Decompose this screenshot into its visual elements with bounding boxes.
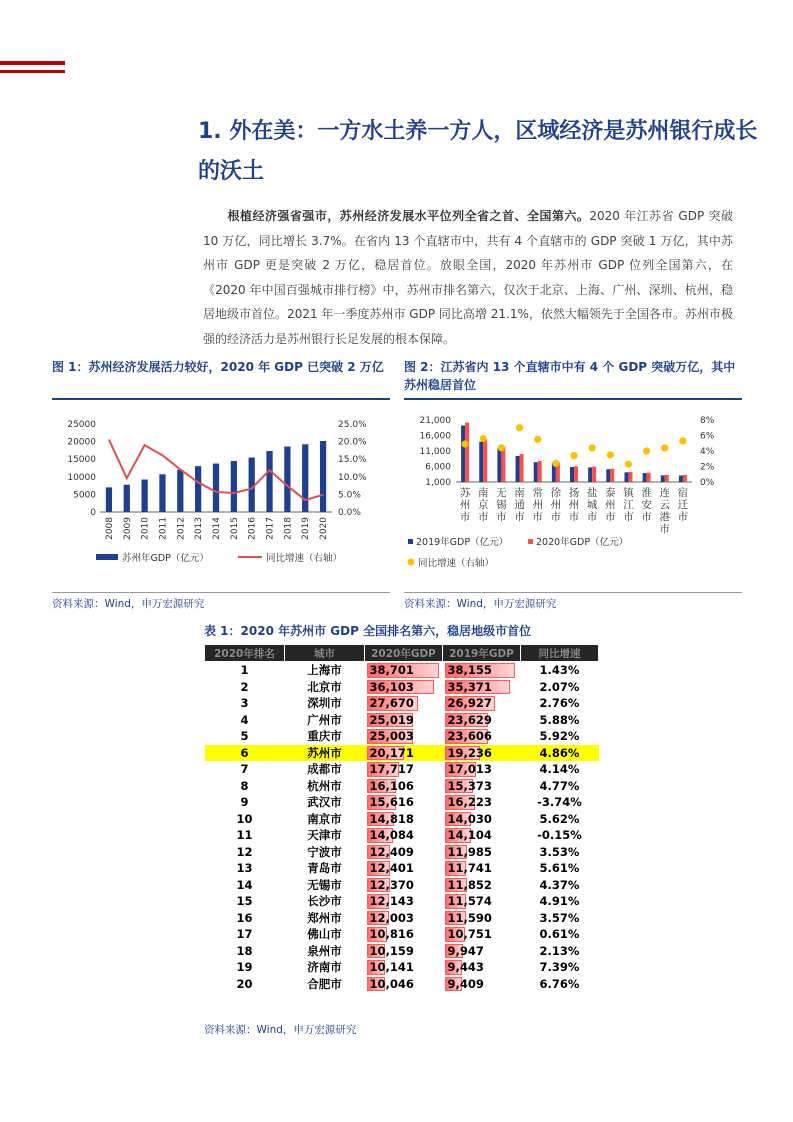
legend-label-gdp: 苏州年GDP（亿元） <box>122 553 209 564</box>
gdp-2019-cell <box>443 860 521 877</box>
gdp-bar <box>302 444 308 512</box>
table-row <box>205 778 599 795</box>
y-right-tick-label: 0% <box>700 478 715 488</box>
gdp-2020-cell-value: 12,409 <box>369 844 414 859</box>
table-row <box>205 926 599 943</box>
gdp-bar <box>195 466 201 512</box>
growth-dot <box>552 460 559 467</box>
gdp-2019-cell-value: 9,443 <box>447 960 484 975</box>
city-cell: 合肥市 <box>307 976 342 991</box>
gdp-2019-cell-value: 17,013 <box>447 762 492 777</box>
x-tick-label: 2020 <box>319 517 330 540</box>
table-row <box>205 761 599 778</box>
figure2-source-rule <box>404 592 742 593</box>
x-tick-label: 连云港市 <box>659 487 671 535</box>
growth-dot <box>607 451 614 458</box>
rank-cell: 3 <box>240 696 249 711</box>
gdp-2020-cell-value: 14,084 <box>369 828 414 843</box>
gdp-bar <box>231 461 237 512</box>
table-row <box>205 860 599 877</box>
header-rank: 2020年排名 <box>205 645 285 662</box>
growth-cell: 5.61% <box>539 861 580 876</box>
gdp-2020-bar <box>628 472 632 482</box>
y-left-tick-label: 11,000 <box>419 447 451 457</box>
y-left-tick-label: 10000 <box>67 472 96 483</box>
gdp-2020-cell-value: 25,019 <box>369 712 414 727</box>
header-growth: 同比增速 <box>521 645 599 662</box>
gdp-bar <box>124 485 130 512</box>
gdp-2019-cell <box>443 959 521 976</box>
city-cell: 无锡市 <box>307 877 342 892</box>
growth-dot <box>625 461 632 468</box>
gdp-bar <box>159 474 165 512</box>
gdp-2020-cell-value: 36,103 <box>369 679 414 694</box>
x-tick-label: 无锡市 <box>496 487 507 523</box>
gdp-2019-bar <box>643 473 647 482</box>
city-cell: 杭州市 <box>307 778 342 793</box>
gdp-2020-cell <box>365 745 443 762</box>
gdp-2019-bar <box>497 448 501 482</box>
x-tick-label: 2017 <box>265 517 276 540</box>
rank-cell: 19 <box>236 960 253 975</box>
gdp-2020-cell-value: 12,143 <box>369 894 414 909</box>
growth-cell: -3.74% <box>537 795 582 810</box>
y-right-tick-label: 4% <box>700 447 715 457</box>
rank-cell: 12 <box>236 844 253 859</box>
gdp-2019-cell-value: 23,606 <box>447 729 492 744</box>
growth-cell: 2.13% <box>539 943 580 958</box>
gdp-2020-bar <box>520 454 524 482</box>
rank-cell: 8 <box>240 778 249 793</box>
gdp-2020-cell-value: 10,046 <box>369 976 414 991</box>
gdp-2020-cell-value: 27,670 <box>369 696 414 711</box>
growth-cell: 4.86% <box>521 745 599 762</box>
gdp-2020-cell <box>365 943 443 960</box>
gdp-2019-bar <box>661 475 665 482</box>
x-tick-label: 南通市 <box>514 487 525 523</box>
gdp-2020-cell <box>365 877 443 894</box>
rank-cell: 7 <box>240 762 249 777</box>
y-right-tick-label: 6% <box>700 431 715 442</box>
legend-swatch-gdp <box>96 554 118 560</box>
legend-label-2019: 2019年GDP（亿元） <box>416 537 509 548</box>
growth-cell: 4.77% <box>539 778 580 793</box>
city-cell: 武汉市 <box>307 795 342 810</box>
gdp-2019-cell-value: 9,947 <box>447 943 484 958</box>
figure2-source: 资料来源：Wind，申万宏源研究 <box>404 598 557 610</box>
growth-cell: 4.37% <box>539 877 580 892</box>
y-right-tick-label: 10.0% <box>338 472 367 483</box>
gdp-2020-cell <box>365 893 443 910</box>
gdp-2020-cell-value: 10,141 <box>369 960 414 975</box>
growth-cell: 7.39% <box>539 960 580 975</box>
table-row <box>205 910 599 927</box>
city-cell: 佛山市 <box>307 927 342 942</box>
gdp-2020-cell <box>365 827 443 844</box>
rank-cell: 11 <box>236 828 253 843</box>
gdp-2019-cell-value: 11,852 <box>447 877 492 892</box>
y-right-tick-label: 2% <box>700 462 715 473</box>
gdp-2020-cell <box>365 844 443 861</box>
gdp-2020-cell-value: 10,159 <box>369 943 414 958</box>
rank-cell: 9 <box>240 795 249 810</box>
table-row <box>205 662 599 679</box>
x-tick-label: 2016 <box>247 517 258 540</box>
gdp-2019-bar <box>516 456 520 482</box>
gdp-2019-cell-value: 14,030 <box>447 811 492 826</box>
city-cell: 南京市 <box>307 811 342 826</box>
table-row <box>205 679 599 696</box>
gdp-bar <box>266 451 272 512</box>
gdp-2019-cell <box>443 695 521 712</box>
rank-cell: 4 <box>240 712 249 727</box>
city-cell: 苏州市 <box>285 745 365 762</box>
legend-label-2020: 2020年GDP（亿元） <box>536 537 629 548</box>
gdp-2019-cell <box>443 893 521 910</box>
growth-cell: 5.62% <box>539 811 580 826</box>
gdp-2020-cell-value: 17,717 <box>369 762 414 777</box>
growth-dot <box>516 424 523 431</box>
growth-cell: 4.14% <box>539 762 580 777</box>
gdp-2019-cell <box>443 712 521 729</box>
y-right-tick-label: 15.0% <box>338 455 367 466</box>
gdp-2020-cell <box>365 910 443 927</box>
y-right-tick-label: 8% <box>700 416 715 426</box>
gdp-2019-cell-value: 35,371 <box>447 679 492 694</box>
city-cell: 郑州市 <box>307 910 342 925</box>
y-right-tick-label: 20.0% <box>338 437 367 448</box>
legend-label-growth: 同比增速（右轴） <box>266 553 343 564</box>
table-header-row <box>205 645 599 662</box>
x-tick-label: 2011 <box>158 517 169 540</box>
rank-cell: 10 <box>236 811 253 826</box>
growth-cell: 1.43% <box>539 663 580 678</box>
paragraph-body: 2020 年江苏省 GDP 突破 10 万亿，同比增长 3.7%。在省内 13 个直辖市中，共有 4 个直辖市的 GDP 突破 1 万亿，其中苏州市 GDP 更是突破 2 万亿，稳居首位。放眼全国，2020 年苏州市 GDP 位列全国第六，在《2020 年中国百强城市排行榜》中，苏州市排名第六，仅次于北京、上海、广州、深圳、杭州，稳居地级市首位。2021 年一季度苏州市 GDP 同比高增 21.1%，依然大幅领先于全国各市。苏州市极强的经济活力是苏州银行长足发展的根本保障。 <box>203 209 733 346</box>
growth-dot <box>570 452 577 459</box>
gdp-2019-cell-value: 14,104 <box>447 828 492 843</box>
city-cell: 重庆市 <box>307 729 342 744</box>
y-left-tick-label: 25000 <box>67 420 96 430</box>
gdp-2020-bar <box>538 461 542 482</box>
header-accent-bar-top <box>0 61 65 65</box>
table-row <box>205 712 599 729</box>
gdp-2019-bar <box>461 425 465 482</box>
gdp-2019-cell-value: 38,155 <box>447 663 492 678</box>
gdp-2020-bar <box>665 475 669 482</box>
y-left-tick-label: 16,000 <box>419 431 451 442</box>
legend-swatch-2019 <box>408 539 413 544</box>
table-row <box>205 844 599 861</box>
x-tick-label: 2010 <box>140 517 151 540</box>
x-tick-label: 镇江市 <box>623 487 634 523</box>
growth-cell: 4.91% <box>539 894 580 909</box>
gdp-2019-cell <box>443 728 521 745</box>
growth-dot <box>480 435 487 442</box>
gdp-2019-bar <box>624 472 628 482</box>
x-tick-label: 南京市 <box>477 487 489 523</box>
gdp-2020-bar <box>483 439 487 482</box>
rank-cell: 6 <box>205 745 285 762</box>
table-row <box>205 728 599 745</box>
gdp-2019-cell <box>443 926 521 943</box>
gdp-2020-cell-value: 12,003 <box>369 910 414 925</box>
gdp-2020-cell-value: 38,701 <box>369 663 414 678</box>
paragraph-lead: 根植经济强省强市，苏州经济发展水平位列全省之首、全国第六。 <box>227 209 590 223</box>
x-tick-label: 苏州市 <box>459 487 471 523</box>
gdp-2019-cell <box>443 745 521 762</box>
gdp-2019-cell-value: 16,223 <box>447 795 492 810</box>
header-gdp-2020: 2020年GDP <box>365 645 443 662</box>
y-left-tick-label: 21,000 <box>419 416 451 426</box>
gdp-2019-cell-value: 11,590 <box>447 910 492 925</box>
gdp-2020-cell-value: 15,616 <box>369 795 414 810</box>
figure2-title: 图 2：江苏省内 13 个直辖市中有 4 个 GDP 突破万亿，其中苏州稳居首位 <box>404 360 736 392</box>
table-row <box>205 794 599 811</box>
gdp-2020-cell <box>365 695 443 712</box>
gdp-2020-bar <box>647 473 651 482</box>
figure1-title-rule <box>52 398 390 400</box>
table-row <box>205 745 599 762</box>
gdp-2019-bar <box>479 442 483 482</box>
table1-title: 表 1：2020 年苏州市 GDP 全国排名第六，稳居地级市首位 <box>204 624 532 638</box>
gdp-2019-cell <box>443 761 521 778</box>
x-tick-label: 宿迁市 <box>677 487 689 523</box>
rank-cell: 14 <box>236 877 253 892</box>
city-cell: 济南市 <box>307 960 342 975</box>
city-cell: 天津市 <box>307 828 342 843</box>
city-cell: 青岛市 <box>307 861 342 876</box>
y-left-tick-label: 15000 <box>67 455 96 466</box>
gdp-2019-cell <box>443 844 521 861</box>
figure2-title-rule <box>404 398 742 400</box>
y-left-tick-label: 20000 <box>67 437 96 448</box>
gdp-2019-bar <box>588 467 592 482</box>
gdp-2019-cell-value: 23,629 <box>447 712 492 727</box>
gdp-2019-cell-value: 19,236 <box>447 745 492 760</box>
gdp-2019-cell-value: 11,574 <box>447 894 492 909</box>
growth-dot <box>534 436 541 443</box>
gdp-2020-cell-value: 10,816 <box>369 927 414 942</box>
y-left-tick-label: 0 <box>90 508 96 518</box>
body-paragraph <box>203 204 733 351</box>
y-right-tick-label: 0.0% <box>338 508 361 518</box>
x-tick-label: 2008 <box>104 517 115 540</box>
y-right-tick-label: 5.0% <box>338 490 361 501</box>
gdp-2020-cell <box>365 712 443 729</box>
gdp-2019-cell <box>443 877 521 894</box>
gdp-2019-cell <box>443 778 521 795</box>
table-body <box>205 662 599 993</box>
gdp-2020-cell <box>365 959 443 976</box>
gdp-2019-cell-value: 9,409 <box>447 976 484 991</box>
rank-cell: 5 <box>240 729 249 744</box>
legend-swatch-growth <box>408 559 415 566</box>
rank-cell: 15 <box>236 894 253 909</box>
growth-cell: 6.76% <box>539 976 580 991</box>
gdp-2019-bar <box>679 475 683 482</box>
rank-cell: 17 <box>236 927 253 942</box>
gdp-2019-cell-value: 15,373 <box>447 778 492 793</box>
gdp-2020-cell <box>365 679 443 696</box>
gdp-2019-cell <box>443 794 521 811</box>
growth-dot <box>679 437 686 444</box>
x-tick-label: 淮安市 <box>641 487 652 523</box>
city-gdp-chart <box>404 402 744 582</box>
gdp-2019-cell <box>443 811 521 828</box>
y-left-tick-label: 5000 <box>73 490 96 501</box>
city-cell: 上海市 <box>307 663 342 678</box>
gdp-2020-cell <box>365 662 443 679</box>
rank-cell: 1 <box>240 663 249 678</box>
gdp-bar <box>213 464 219 512</box>
header-city: 城市 <box>285 645 365 662</box>
table-row <box>205 959 599 976</box>
gdp-2019-cell-value: 11,741 <box>447 861 492 876</box>
gdp-2019-cell <box>443 910 521 927</box>
table-row <box>205 811 599 828</box>
x-tick-label: 2014 <box>212 517 222 540</box>
growth-cell: 5.92% <box>539 729 580 744</box>
gdp-2020-cell-value: 12,370 <box>369 877 414 892</box>
x-tick-label: 泰州市 <box>605 487 616 523</box>
gdp-2020-cell <box>365 976 443 993</box>
gdp-2019-cell <box>443 679 521 696</box>
city-cell: 泉州市 <box>307 943 342 958</box>
x-tick-label: 扬州市 <box>568 487 580 523</box>
gdp-2020-cell <box>365 926 443 943</box>
gdp-2020-cell-value: 25,003 <box>369 729 414 744</box>
table1-source: 资料来源：Wind，申万宏源研究 <box>204 1024 357 1036</box>
legend-swatch-2020 <box>528 539 533 544</box>
growth-cell: 3.57% <box>539 910 580 925</box>
table-row <box>205 943 599 960</box>
gdp-2019-bar <box>570 467 574 482</box>
gdp-2020-bar <box>592 467 596 482</box>
table-row <box>205 827 599 844</box>
gdp-2020-cell-value: 20,171 <box>369 745 414 760</box>
rank-cell: 13 <box>236 861 253 876</box>
x-tick-label: 2018 <box>283 517 294 540</box>
growth-cell: 0.61% <box>539 927 580 942</box>
gdp-2020-cell-value: 16,106 <box>369 778 414 793</box>
gdp-2019-bar <box>534 462 538 482</box>
legend-label-growth: 同比增速（右轴） <box>418 558 495 569</box>
y-left-tick-label: 1,000 <box>425 478 451 488</box>
gdp-2019-cell <box>443 662 521 679</box>
city-cell: 北京市 <box>307 679 342 694</box>
growth-dot <box>498 444 505 451</box>
city-cell: 成都市 <box>307 762 342 777</box>
rank-cell: 18 <box>236 943 253 958</box>
growth-cell: -0.15% <box>537 828 582 843</box>
gdp-2020-cell <box>365 761 443 778</box>
table-row <box>205 893 599 910</box>
gdp-2019-cell <box>443 976 521 993</box>
growth-cell: 5.88% <box>539 712 580 727</box>
gdp-2019-cell <box>443 943 521 960</box>
header-gdp-2019: 2019年GDP <box>443 645 521 662</box>
growth-cell: 3.53% <box>539 844 580 859</box>
x-tick-label: 盐城市 <box>586 487 598 523</box>
figure1-title: 图 1：苏州经济发展活力较好，2020 年 GDP 已突破 2 万亿 <box>52 360 384 374</box>
growth-cell: 2.76% <box>539 696 580 711</box>
gdp-2020-bar <box>683 475 687 482</box>
gdp-2020-cell <box>365 860 443 877</box>
x-tick-label: 徐州市 <box>550 487 562 523</box>
gdp-bar <box>177 470 183 512</box>
gdp-2019-cell-value: 11,985 <box>447 844 492 859</box>
gdp-2020-bar <box>465 423 469 482</box>
gdp-growth-chart <box>52 402 392 582</box>
gdp-bar <box>141 480 147 512</box>
x-tick-label: 2019 <box>301 517 312 540</box>
section-title: 1. 外在美：一方水土养一方人，区域经济是苏州银行成长的沃土 <box>198 119 758 184</box>
x-tick-label: 2012 <box>176 517 187 540</box>
x-tick-label: 2013 <box>194 517 205 540</box>
growth-cell: 2.07% <box>539 679 580 694</box>
rank-cell: 20 <box>236 976 253 991</box>
gdp-2020-bar <box>501 447 505 482</box>
gdp-2019-cell-value: 10,751 <box>447 927 492 942</box>
gdp-bar <box>320 441 326 512</box>
y-right-tick-label: 25.0% <box>338 420 367 430</box>
growth-dot <box>461 440 468 447</box>
gdp-2020-bar <box>610 469 614 482</box>
city-cell: 深圳市 <box>307 696 342 711</box>
city-cell: 广州市 <box>307 712 342 727</box>
x-tick-label: 2009 <box>122 517 133 540</box>
city-cell: 长沙市 <box>307 894 342 909</box>
gdp-ranking-table <box>204 644 599 992</box>
gdp-2020-cell <box>365 728 443 745</box>
gdp-2020-cell <box>365 778 443 795</box>
table-row <box>205 877 599 894</box>
gdp-2020-cell <box>365 794 443 811</box>
x-tick-label: 常州市 <box>532 487 543 523</box>
x-tick-label: 2015 <box>229 517 240 540</box>
growth-dot <box>661 444 668 451</box>
gdp-2019-cell <box>443 827 521 844</box>
growth-dot <box>643 447 650 454</box>
rank-cell: 2 <box>240 679 249 694</box>
y-left-tick-label: 6,000 <box>425 462 451 473</box>
table-row <box>205 976 599 993</box>
gdp-2020-bar <box>574 466 578 482</box>
figure1-source: 资料来源：Wind，申万宏源研究 <box>52 598 205 610</box>
gdp-2020-cell-value: 12,401 <box>369 861 414 876</box>
rank-cell: 16 <box>236 910 253 925</box>
city-cell: 宁波市 <box>307 844 342 859</box>
table-row <box>205 695 599 712</box>
gdp-2020-cell-value: 14,818 <box>369 811 414 826</box>
figure1-source-rule <box>52 592 390 593</box>
gdp-bar <box>106 487 112 512</box>
gdp-2019-cell-value: 26,927 <box>447 696 492 711</box>
gdp-2019-bar <box>606 469 610 482</box>
growth-dot <box>589 444 596 451</box>
gdp-2020-cell <box>365 811 443 828</box>
gdp-bar <box>284 447 290 512</box>
header-accent-bar-bottom <box>0 70 65 73</box>
